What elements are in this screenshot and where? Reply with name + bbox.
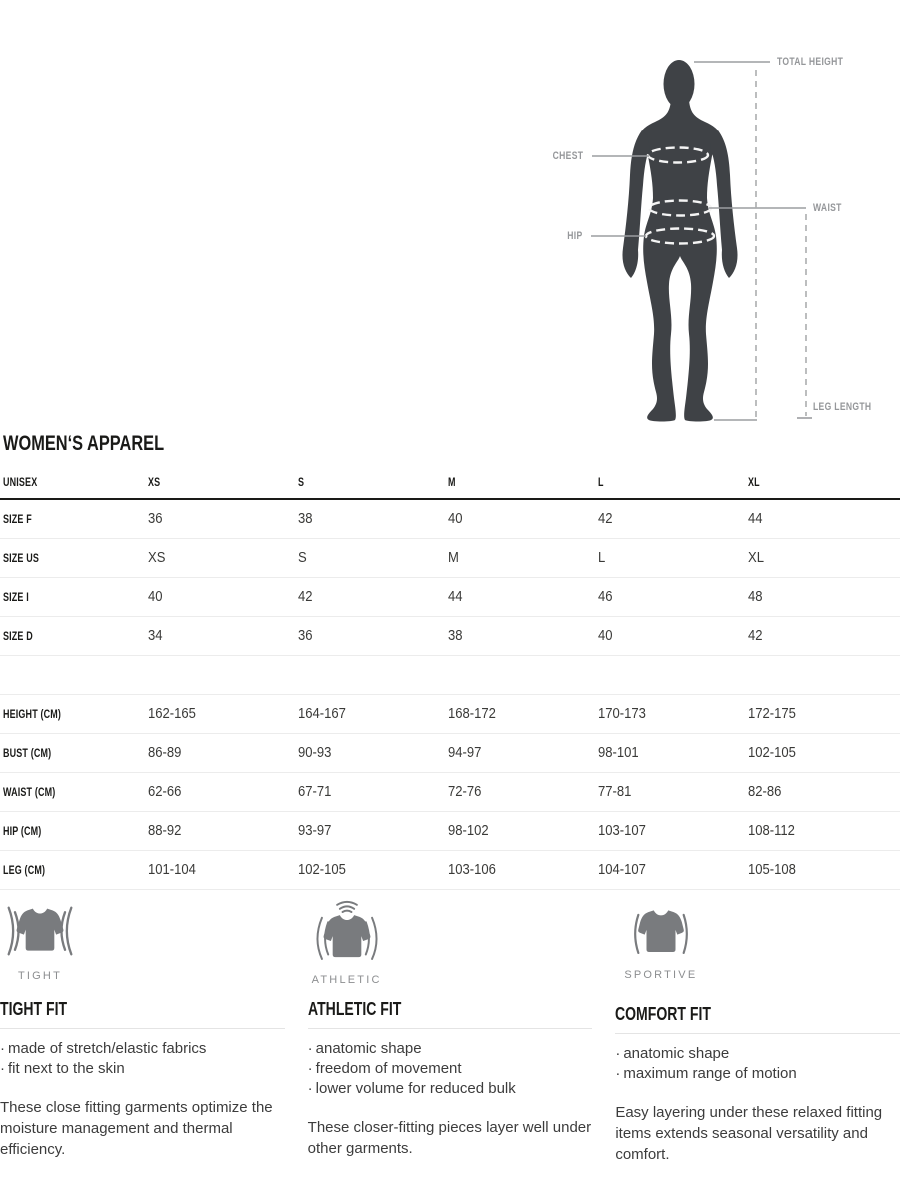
table-cell: 104-107 xyxy=(598,862,646,878)
fit-column-comfort xyxy=(615,899,900,1165)
table-row xyxy=(0,539,900,578)
table-cell: 40 xyxy=(448,511,463,527)
comfort-fit-heading: COMFORT FIT xyxy=(615,1004,900,1034)
athletic-fit-heading: ATHLETIC FIT xyxy=(308,999,593,1029)
table-row xyxy=(0,851,900,890)
table-cell: 40 xyxy=(598,628,613,644)
row-label: BUST (CM) xyxy=(3,748,52,760)
table-cell: 82-86 xyxy=(748,784,782,800)
bullet-item: · fit next to the skin xyxy=(0,1059,285,1079)
table-cell: 38 xyxy=(448,628,463,644)
table-cell: 105-108 xyxy=(748,862,796,878)
table-cell: XL xyxy=(748,550,764,566)
table-cell: XS xyxy=(148,550,166,566)
tight-fit-description: These close fitting garments optimize the moisture management and thermal efficiency. xyxy=(0,1099,273,1158)
table-cell: 103-107 xyxy=(598,823,646,839)
fit-descriptions xyxy=(0,899,900,1165)
table-cell: 67-71 xyxy=(298,784,332,800)
label-chest: CHEST xyxy=(552,150,583,162)
table-cell: L xyxy=(598,550,606,566)
bullet-item: · freedom of movement xyxy=(308,1059,593,1079)
row-label: SIZE US xyxy=(3,553,39,565)
table-cell: 98-102 xyxy=(448,823,489,839)
comfort-fit-description: Easy layering under these relaxed fitting items extends seasonal versatility and comfort. xyxy=(615,1104,883,1163)
measurement-extent-lines xyxy=(756,70,806,419)
bullet-item: · maximum range of motion xyxy=(615,1064,900,1084)
fit-column-athletic xyxy=(308,899,593,1165)
table-cell: 94-97 xyxy=(448,745,482,761)
sportive-fit-icon xyxy=(629,904,693,962)
size-rows xyxy=(0,500,900,656)
table-header-row xyxy=(0,466,900,500)
label-waist: WAIST xyxy=(813,202,842,214)
table-cell: 38 xyxy=(298,511,313,527)
row-label: SIZE F xyxy=(3,514,32,526)
table-cell: S xyxy=(298,550,307,566)
row-label: LEG (CM) xyxy=(3,865,46,877)
table-spacer-row xyxy=(0,656,900,695)
size-chart-table xyxy=(0,466,900,890)
table-cell: 164-167 xyxy=(298,706,346,722)
tight-icon-label: TIGHT xyxy=(18,970,62,982)
page-title: WOMEN‘S APPAREL xyxy=(3,432,165,455)
row-label: HEIGHT (CM) xyxy=(3,709,62,721)
table-row xyxy=(0,695,900,734)
table-cell: 102-105 xyxy=(748,745,796,761)
table-cell: 168-172 xyxy=(448,706,496,722)
table-cell: 36 xyxy=(148,511,163,527)
table-cell: 44 xyxy=(748,511,763,527)
row-label: SIZE I xyxy=(3,592,29,604)
table-cell: 40 xyxy=(148,589,163,605)
athletic-icon-label: ATHLETIC xyxy=(311,974,382,986)
table-cell: M xyxy=(448,550,459,566)
table-cell: 103-106 xyxy=(448,862,496,878)
table-cell: 42 xyxy=(598,511,613,527)
table-cell: 93-97 xyxy=(298,823,332,839)
table-cell: 72-76 xyxy=(448,784,482,800)
sportive-icon-label: SPORTIVE xyxy=(624,969,698,981)
tight-fit-icon xyxy=(6,899,74,963)
table-cell: 88-92 xyxy=(148,823,182,839)
row-label: SIZE D xyxy=(3,631,33,643)
table-row xyxy=(0,812,900,851)
female-body-silhouette-icon xyxy=(0,0,900,428)
table-cell: 101-104 xyxy=(148,862,196,878)
table-cell: 46 xyxy=(598,589,613,605)
table-cell: 77-81 xyxy=(598,784,632,800)
label-hip: HIP xyxy=(567,230,583,242)
table-cell: 102-105 xyxy=(298,862,346,878)
table-row xyxy=(0,734,900,773)
table-cell: 162-165 xyxy=(148,706,196,722)
table-cell: 170-173 xyxy=(598,706,646,722)
table-cell: 62-66 xyxy=(148,784,182,800)
table-cell: 36 xyxy=(298,628,313,644)
label-total-height: TOTAL HEIGHT xyxy=(777,56,844,68)
table-row xyxy=(0,773,900,812)
athletic-fit-bullets xyxy=(308,1039,593,1099)
bullet-item: · anatomic shape xyxy=(615,1044,900,1064)
table-cell: 86-89 xyxy=(148,745,182,761)
comfort-fit-bullets xyxy=(615,1044,900,1084)
table-cell: 34 xyxy=(148,628,163,644)
body-measurement-diagram xyxy=(0,0,900,428)
label-leg-length: LEG LENGTH xyxy=(813,401,872,413)
row-label: WAIST (CM) xyxy=(3,787,56,799)
table-cell: 98-101 xyxy=(598,745,639,761)
bullet-item: · anatomic shape xyxy=(308,1039,593,1059)
table-row xyxy=(0,617,900,656)
header-cell: S xyxy=(298,477,305,489)
athletic-fit-icon xyxy=(310,899,384,967)
table-cell: 48 xyxy=(748,589,763,605)
table-row xyxy=(0,500,900,539)
table-cell: 42 xyxy=(298,589,313,605)
table-cell: 172-175 xyxy=(748,706,796,722)
tight-fit-heading: TIGHT FIT xyxy=(0,999,285,1029)
table-cell: 108-112 xyxy=(748,823,795,839)
row-label: HIP (CM) xyxy=(3,826,42,838)
header-cell: L xyxy=(598,477,604,489)
table-cell: 42 xyxy=(748,628,763,644)
table-cell: 90-93 xyxy=(298,745,332,761)
table-row xyxy=(0,578,900,617)
header-cell: XS xyxy=(148,477,161,489)
tight-fit-bullets xyxy=(0,1039,285,1079)
header-cell: M xyxy=(448,477,456,489)
fit-column-tight xyxy=(0,899,285,1165)
table-cell: 44 xyxy=(448,589,463,605)
athletic-fit-description: These closer-fitting pieces layer well under other garments. xyxy=(307,1119,592,1157)
header-cell: XL xyxy=(748,477,760,489)
bullet-item: · lower volume for reduced bulk xyxy=(308,1079,593,1099)
measurement-rows xyxy=(0,695,900,890)
header-cell: UNISEX xyxy=(3,477,38,489)
bullet-item: · made of stretch/elastic fabrics xyxy=(0,1039,285,1059)
